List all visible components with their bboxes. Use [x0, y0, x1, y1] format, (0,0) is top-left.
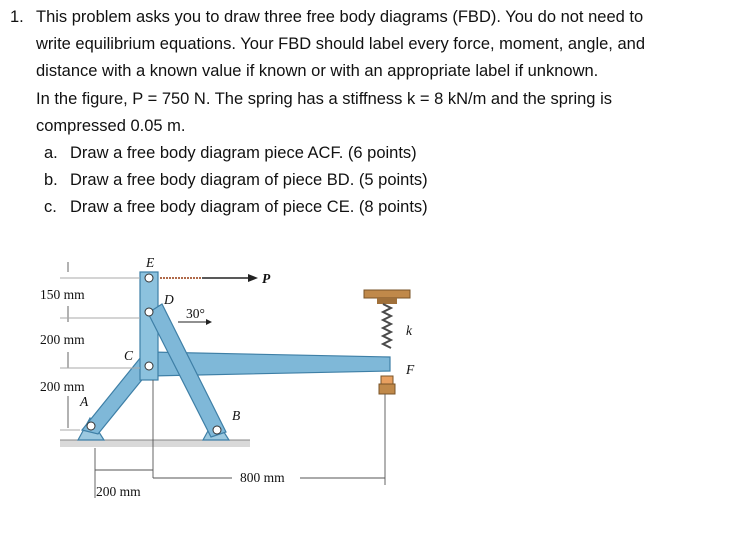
label-a: A	[80, 394, 89, 409]
problem-line-1: 1. This problem asks you to draw three free body diagrams (FBD). You do not need to	[10, 4, 730, 31]
dim-200-horizontal: 200 mm	[96, 484, 141, 499]
angle-ref-arrowhead	[206, 319, 212, 325]
label-f: F	[406, 362, 415, 377]
problem-line-5: compressed 0.05 m.	[36, 116, 186, 135]
pin-c	[145, 362, 153, 370]
spring-cap-top	[377, 298, 397, 304]
dim-200-upper: 200 mm	[40, 332, 85, 347]
spring-mount	[364, 290, 410, 298]
pin-d	[145, 308, 153, 316]
pin-b	[213, 426, 221, 434]
spring-base	[379, 384, 395, 394]
label-p: P	[262, 271, 271, 286]
label-k: k	[406, 323, 412, 338]
pin-e	[145, 274, 153, 282]
pin-a	[87, 422, 95, 430]
part-c: c. Draw a free body diagram of piece CE. (8 points)	[44, 198, 428, 217]
label-b: B	[232, 408, 241, 423]
dim-800: 800 mm	[240, 470, 285, 485]
spring-cap-bottom	[381, 376, 393, 384]
part-a: a. Draw a free body diagram piece ACF. (6 points)	[44, 144, 417, 163]
label-e: E	[146, 255, 155, 270]
label-c: C	[124, 348, 134, 363]
spring-coil	[383, 304, 391, 348]
part-b: b. Draw a free body diagram of piece BD. (5 points)	[44, 171, 428, 190]
dim-150: 150 mm	[40, 287, 85, 302]
problem-line-4: In the figure, P = 750 N. The spring has a stiffness k = 8 kN/m and the spring is	[36, 89, 612, 108]
dim-200-lower: 200 mm	[40, 379, 85, 394]
problem-line-3: distance with a known value if known or with an appropriate label if unknown.	[36, 62, 599, 81]
label-d: D	[164, 292, 174, 307]
problem-number: 1.	[10, 8, 24, 26]
ground-strip	[60, 440, 250, 447]
label-angle: 30°	[186, 306, 205, 321]
force-p-arrowhead	[248, 274, 258, 282]
problem-line-2: write equilibrium equations. Your FBD should label every force, moment, angle, and	[36, 35, 646, 54]
